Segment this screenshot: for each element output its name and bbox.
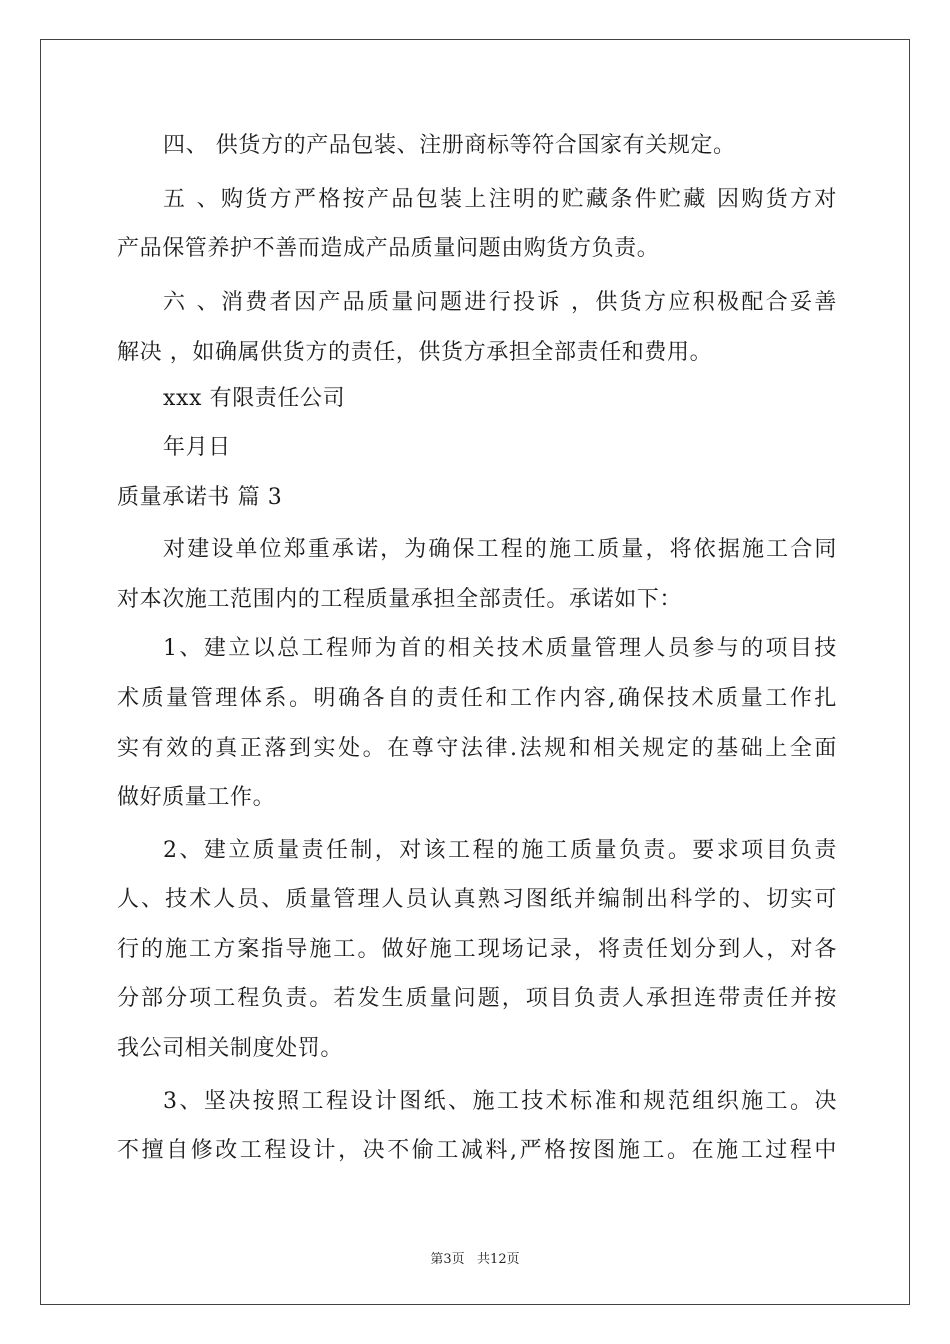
page-number-footer: 第3页 共12页 xyxy=(430,1252,520,1267)
paragraph-line: 对本次施工范围内的工程质量承担全部责任。承诺如下： xyxy=(117,587,683,612)
paragraph-line: 四、 供货方的产品包装、注册商标等符合国家有关规定。 xyxy=(163,133,736,158)
paragraph-line: 术质量管理体系。明确各自的责任和工作内容,确保技术质量工作扎 xyxy=(117,686,837,711)
paragraph-line: 3、坚决按照工程设计图纸、施工技术标准和规范组织施工。决 xyxy=(163,1089,837,1114)
paragraph-line: 产品保管养护不善而造成产品质量问题由购货方负责。 xyxy=(117,236,660,261)
paragraph-line: 五 、购货方严格按产品包装上注明的贮藏条件贮藏 因购货方对 xyxy=(163,187,837,212)
section-heading: 质量承诺书 篇 3 xyxy=(117,485,283,510)
paragraph-line: 行的施工方案指导施工。做好施工现场记录，将责任划分到人，对各 xyxy=(117,937,837,962)
paragraph-line: 做好质量工作。 xyxy=(117,785,276,810)
paragraph-line: 对建设单位郑重承诺，为确保工程的施工质量，将依据施工合同 xyxy=(163,537,837,562)
paragraph-line: 分部分项工程负责。若发生质量问题，项目负责人承担连带责任并按 xyxy=(117,986,837,1011)
paragraph-line: 我公司相关制度处罚。 xyxy=(117,1036,344,1061)
paragraph-line: 人、技术人员、质量管理人员认真熟习图纸并编制出科学的、切实可 xyxy=(117,887,837,912)
paragraph-line: 解决 ，如确属供货方的责任，供货方承担全部责任和费用。 xyxy=(117,340,713,365)
paragraph-line: 六 、消费者因产品质量问题进行投诉 ，供货方应积极配合妥善 xyxy=(163,290,837,315)
paragraph-line: 2、建立质量责任制，对该工程的施工质量负责。要求项目负责 xyxy=(163,838,837,863)
paragraph-line: 实有效的真正落到实处。在尊守法律.法规和相关规定的基础上全面 xyxy=(117,736,837,761)
date-line: 年月日 xyxy=(163,435,231,460)
paragraph-line: 1、建立以总工程师为首的相关技术质量管理人员参与的项目技 xyxy=(163,636,837,661)
company-name: xxx 有限责任公司 xyxy=(163,386,346,411)
paragraph-line: 不擅自修改工程设计，决不偷工减料,严格按图施工。在施工过程中 xyxy=(117,1138,837,1163)
